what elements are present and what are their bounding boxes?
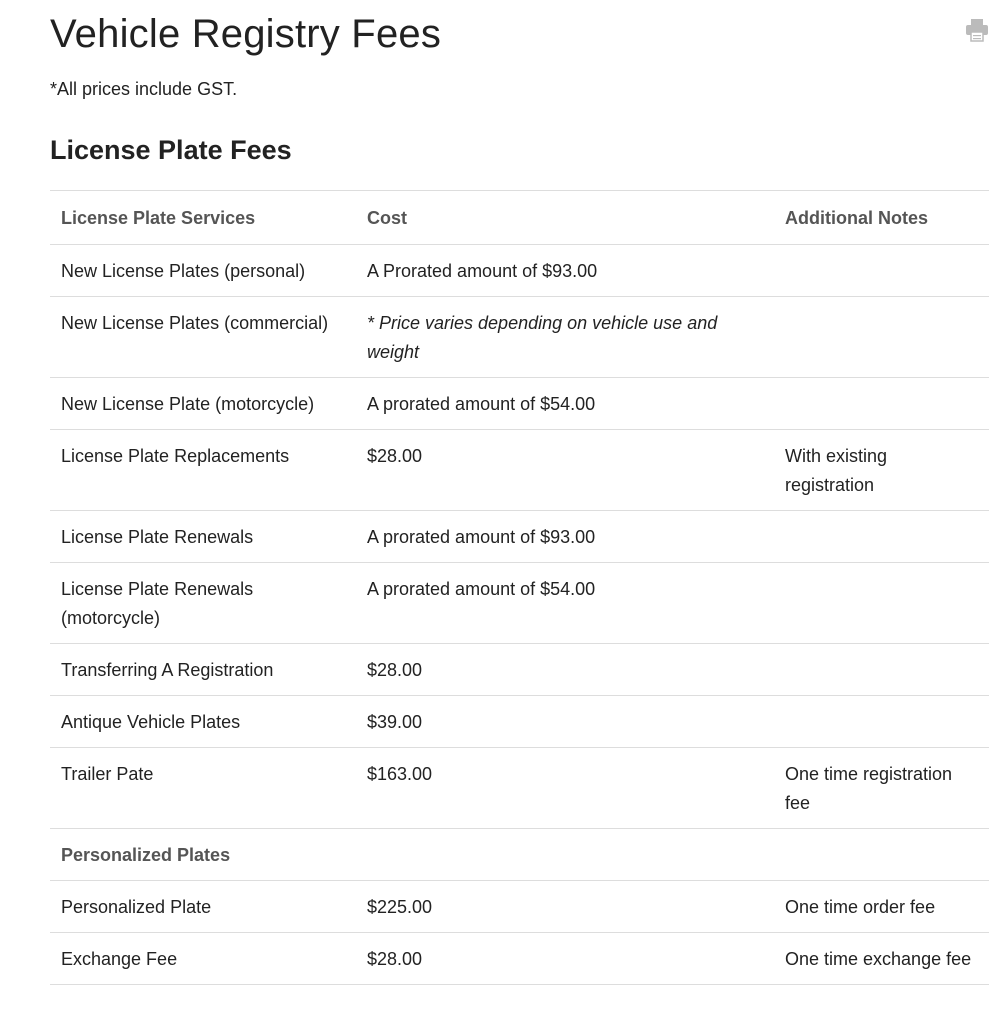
cost-cell: A Prorated amount of $93.00 xyxy=(356,245,774,297)
table-row xyxy=(50,245,989,297)
table-row xyxy=(50,430,989,511)
table-row xyxy=(50,378,989,430)
column-header-cost: Cost xyxy=(356,191,774,245)
notes-cell xyxy=(774,644,989,696)
cost-cell: A prorated amount of $93.00 xyxy=(356,511,774,563)
cost-cell: $28.00 xyxy=(356,644,774,696)
cost-cell: A prorated amount of $54.00 xyxy=(356,378,774,430)
table-row xyxy=(50,696,989,748)
table-row xyxy=(50,644,989,696)
notes-cell xyxy=(774,696,989,748)
service-cell: New License Plates (commercial) xyxy=(50,297,356,378)
service-cell: Transferring A Registration xyxy=(50,644,356,696)
service-cell: Trailer Pate xyxy=(50,748,356,829)
cost-cell: $225.00 xyxy=(356,881,774,933)
service-cell: Personalized Plate xyxy=(50,881,356,933)
fees-table xyxy=(50,190,989,985)
table-row xyxy=(50,297,989,378)
service-cell: Antique Vehicle Plates xyxy=(50,696,356,748)
service-cell: New License Plate (motorcycle) xyxy=(50,378,356,430)
subsection-header: Personalized Plates xyxy=(50,829,989,881)
notes-cell xyxy=(774,378,989,430)
cost-cell: $39.00 xyxy=(356,696,774,748)
cost-cell: $28.00 xyxy=(356,430,774,511)
cost-cell: $28.00 xyxy=(356,933,774,985)
section-title: License Plate Fees xyxy=(50,135,292,165)
table-row xyxy=(50,881,989,933)
notes-cell: One time exchange fee xyxy=(774,933,989,985)
notes-cell: One time order fee xyxy=(774,881,989,933)
subsection-row xyxy=(50,829,989,881)
notes-cell xyxy=(774,245,989,297)
table-row xyxy=(50,933,989,985)
notes-cell xyxy=(774,563,989,644)
print-icon[interactable] xyxy=(964,18,990,42)
gst-note: *All prices include GST. xyxy=(50,79,238,99)
cost-cell: A prorated amount of $54.00 xyxy=(356,563,774,644)
table-header-row xyxy=(50,191,989,245)
cost-cell: $163.00 xyxy=(356,748,774,829)
service-cell: New License Plates (personal) xyxy=(50,245,356,297)
notes-cell xyxy=(774,297,989,378)
notes-cell: One time registration fee xyxy=(774,748,989,829)
service-cell: License Plate Replacements xyxy=(50,430,356,511)
table-row xyxy=(50,748,989,829)
cost-cell: * Price varies depending on vehicle use and weight xyxy=(356,297,774,378)
service-cell: License Plate Renewals (motorcycle) xyxy=(50,563,356,644)
service-cell: License Plate Renewals xyxy=(50,511,356,563)
column-header-notes: Additional Notes xyxy=(774,191,989,245)
print-icon-graphic xyxy=(964,18,990,42)
page-title: Vehicle Registry Fees xyxy=(50,12,442,56)
table-row xyxy=(50,511,989,563)
column-header-service: License Plate Services xyxy=(50,191,356,245)
table-row xyxy=(50,563,989,644)
service-cell: Exchange Fee xyxy=(50,933,356,985)
notes-cell: With existing registration xyxy=(774,430,989,511)
notes-cell xyxy=(774,511,989,563)
